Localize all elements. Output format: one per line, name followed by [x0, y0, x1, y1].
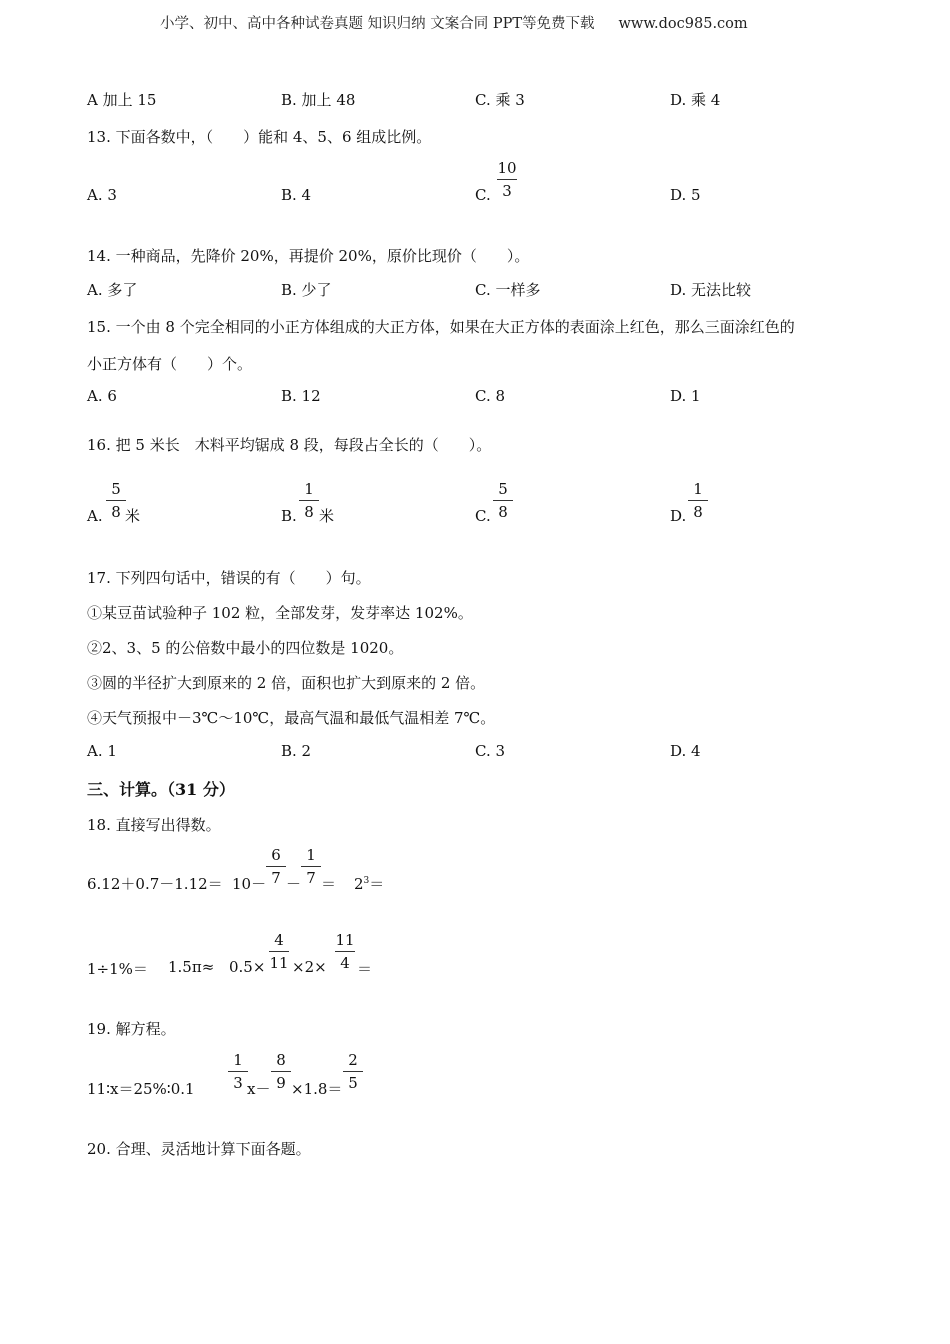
q17-stem: 17. 下列四句话中，错误的有（ ）句。: [87, 569, 371, 587]
fraction-bar: [266, 866, 286, 867]
q13-option-c-fraction: [497, 159, 517, 200]
header-title: 小学、初中、高中各种试卷真题 知识归纳 文案合同 PPT等免费下载: [160, 16, 595, 32]
q15-option-d: D. 1: [670, 387, 701, 405]
q18-expression-2-part-a: 10－: [232, 875, 267, 893]
q14-option-d: D. 无法比较: [670, 281, 752, 299]
q12-option-d: D. 乘 4: [670, 91, 721, 109]
q18-expression-2-part-b: －: [286, 875, 302, 893]
q18-expression-6-part-c: ＝: [357, 960, 373, 978]
q15-option-c: C. 8: [475, 387, 506, 405]
q15-stem-line1: 15. 一个由 8 个完全相同的小正方体组成的大正方体，如果在大正方体的表面涂上红色，那么三面涂红色的: [87, 318, 795, 336]
fraction-numerator: 4: [274, 931, 284, 949]
q13-option-d: D. 5: [670, 186, 701, 204]
fraction-numerator: 1: [306, 846, 316, 864]
q13-option-b: B. 4: [281, 186, 312, 204]
q16-option-b-unit: 米: [319, 507, 335, 525]
q18-fraction-11-4: [335, 931, 355, 972]
q19-fraction-1-3: [228, 1051, 248, 1092]
q18-fraction-4-11: [269, 931, 289, 972]
q16-option-b-label: B.: [281, 507, 297, 525]
fraction-denominator: 3: [233, 1074, 243, 1092]
fraction-denominator: 8: [304, 503, 314, 521]
fraction-bar: [497, 179, 517, 180]
fraction-numerator: 1: [233, 1051, 243, 1069]
fraction-bar: [301, 866, 321, 867]
q18-expression-1: 6.12＋0.7－1.12＝: [87, 875, 223, 893]
fraction-numerator: 1: [304, 480, 314, 498]
power-base: 2: [354, 875, 364, 893]
fraction-bar: [343, 1071, 363, 1072]
q19-equation-2-part-a: x－: [247, 1080, 271, 1098]
fraction-bar: [299, 500, 319, 501]
fraction-denominator: 7: [306, 869, 316, 887]
fraction-bar: [335, 951, 355, 952]
fraction-numerator: 1: [693, 480, 703, 498]
fraction-denominator: 8: [693, 503, 703, 521]
fraction-numerator: 2: [348, 1051, 358, 1069]
q16-option-d-label: D.: [670, 507, 687, 525]
q16-option-c-label: C.: [475, 507, 491, 525]
q20-stem: 20. 合理、灵活地计算下面各题。: [87, 1140, 311, 1158]
fraction-numerator: 8: [276, 1051, 286, 1069]
q16-option-a-unit: 米: [125, 507, 141, 525]
q19-fraction-8-9: [271, 1051, 291, 1092]
page-header: [160, 12, 748, 33]
fraction-bar: [269, 951, 289, 952]
q17-statement-2: ②2、3、5 的公倍数中最小的四位数是 1020。: [87, 639, 404, 657]
fraction-numerator: 5: [111, 480, 121, 498]
q12-option-c: C. 乘 3: [475, 91, 525, 109]
power-exponent: 3: [363, 876, 370, 886]
q18-expression-2-part-c: ＝: [321, 875, 337, 893]
q16-option-a-label: A.: [87, 507, 103, 525]
q17-statement-4: ④天气预报中－3℃～10℃，最高气温和最低气温相差 7℃。: [87, 709, 496, 727]
fraction-denominator: 8: [498, 503, 508, 521]
q12-option-a: A 加上 15: [87, 91, 157, 109]
q18-expression-4: 1÷1%＝: [87, 960, 148, 978]
q18-expression-5: 1.5π≈: [168, 958, 215, 976]
fraction-denominator: 9: [276, 1074, 286, 1092]
q17-option-d: D. 4: [670, 742, 701, 760]
q14-option-c: C. 一样多: [475, 281, 541, 299]
fraction-denominator: 11: [269, 954, 289, 972]
q15-option-b: B. 12: [281, 387, 321, 405]
q13-option-a: A. 3: [87, 186, 117, 204]
fraction-denominator: 7: [271, 869, 281, 887]
fraction-numerator: 6: [271, 846, 281, 864]
q14-option-a: A. 多了: [87, 281, 138, 299]
fraction-bar: [106, 500, 126, 501]
q16-option-d-fraction: [688, 480, 708, 521]
q17-option-c: C. 3: [475, 742, 506, 760]
equals-sign: ＝: [369, 875, 385, 893]
q18-expression-6-part-b: ×2×: [292, 958, 327, 976]
q19-fraction-2-5: [343, 1051, 363, 1092]
fraction-numerator: 5: [498, 480, 508, 498]
section-heading: 三、计算。（31 分）: [87, 780, 235, 799]
fraction-bar: [688, 500, 708, 501]
q16-option-c-fraction: [493, 480, 513, 521]
q19-equation-1: 11∶x＝25%∶0.1: [87, 1080, 195, 1098]
header-site: www.doc985.com: [618, 16, 748, 32]
q14-stem: 14. 一种商品，先降价 20%，再提价 20%，原价比现价（ ）。: [87, 247, 530, 265]
q18-stem: 18. 直接写出得数。: [87, 816, 221, 834]
q15-stem-line2: 小正方体有（ ）个。: [87, 355, 253, 373]
q12-option-b: B. 加上 48: [281, 91, 356, 109]
fraction-denominator: 8: [111, 503, 121, 521]
q18-expression-3: [354, 873, 384, 894]
q16-option-b-fraction: [299, 480, 319, 521]
q16-stem: 16. 把 5 米长 木料平均锯成 8 段，每段占全长的（ ）。: [87, 436, 492, 454]
q17-statement-3: ③圆的半径扩大到原来的 2 倍，面积也扩大到原来的 2 倍。: [87, 674, 486, 692]
q16-option-a-fraction: [106, 480, 126, 521]
q17-statement-1: ①某豆苗试验种子 102 粒，全部发芽，发芽率达 102%。: [87, 604, 473, 622]
fraction-bar: [271, 1071, 291, 1072]
q19-equation-2-part-b: ×1.8＝: [291, 1080, 343, 1098]
fraction-numerator: 10: [497, 159, 517, 177]
fraction-denominator: 3: [502, 182, 512, 200]
q13-stem: 13. 下面各数中，（ ）能和 4、5、6 组成比例。: [87, 128, 432, 146]
q15-option-a: A. 6: [87, 387, 117, 405]
q17-option-a: A. 1: [87, 742, 117, 760]
fraction-numerator: 11: [335, 931, 355, 949]
q17-option-b: B. 2: [281, 742, 312, 760]
fraction-denominator: 5: [348, 1074, 358, 1092]
q18-expression-6-part-a: 0.5×: [229, 958, 266, 976]
q18-fraction-1-7: [301, 846, 321, 887]
q18-fraction-6-7: [266, 846, 286, 887]
q14-option-b: B. 少了: [281, 281, 332, 299]
fraction-bar: [493, 500, 513, 501]
q13-option-c-label: C.: [475, 186, 491, 204]
fraction-denominator: 4: [340, 954, 350, 972]
q19-stem: 19. 解方程。: [87, 1020, 176, 1038]
fraction-bar: [228, 1071, 248, 1072]
